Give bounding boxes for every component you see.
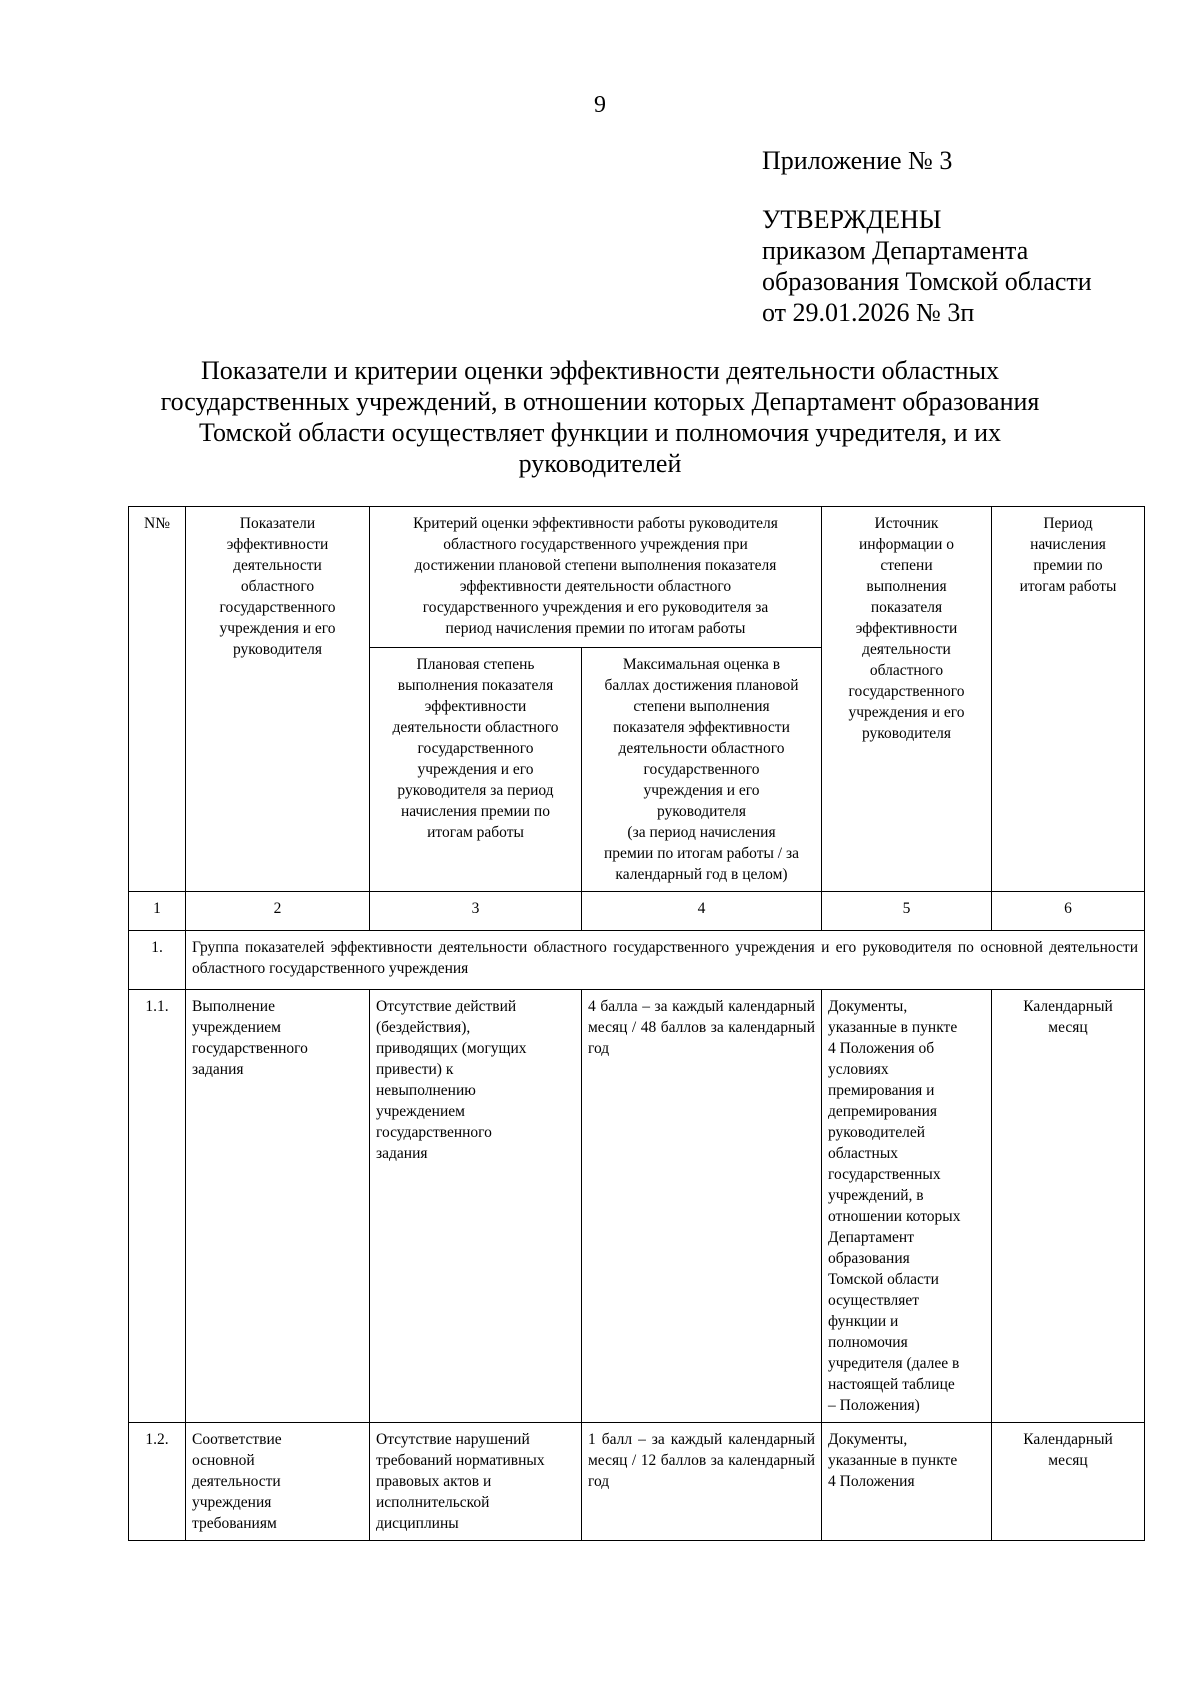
table-header-row: [129, 507, 1145, 648]
header-period: Период начисления премии по итогам работы: [992, 507, 1145, 892]
row-number: 1.1.: [129, 990, 186, 1423]
header-planned-degree: Плановая степень выполнения показателя эффективности деятельности областного государственного учреждения и его руководителя за период начисления премии по итогам работы: [370, 648, 582, 892]
indicators-table: [128, 506, 1145, 1541]
column-numbers-row: [129, 892, 1145, 931]
group-row: [129, 931, 1145, 990]
approval-stamp: УТВЕРЖДЕНЫ: [762, 205, 942, 234]
row-source: Документы, указанные в пункте 4 Положения об условиях премирования и депремирования руководителей областных государственных учреждений, в отношении которых Департамент образования Томской области осуществляет функции и полномочия учредителя (далее в настоящей таблице – Положения): [822, 990, 992, 1423]
row-indicator: Соответствие основной деятельности учреждения требованиям: [186, 1423, 370, 1541]
column-number: 5: [822, 892, 992, 931]
annex-label: Приложение № 3: [762, 146, 953, 175]
document-title: [150, 355, 1050, 479]
row-max-score: 4 балла – за каждый календарный месяц / 48 баллов за календарный год: [582, 990, 822, 1423]
title-line-3: Томской области осуществляет функции и полномочия учредителя, и их: [199, 418, 1001, 447]
header-number: N№: [129, 507, 186, 892]
row-period: Календарный месяц: [992, 1423, 1145, 1541]
group-title: Группа показателей эффективности деятельности областного государственного учреждения и его руководителя по основной деятельности областного государственного учреждения: [186, 931, 1145, 990]
column-number: 1: [129, 892, 186, 931]
header-indicators: Показатели эффективности деятельности областного государственного учреждения и его руководителя: [186, 507, 370, 892]
table-row: [129, 1423, 1145, 1541]
title-line-4: руководителей: [518, 449, 682, 478]
row-max-score: 1 балл – за каждый календарный месяц / 12 баллов за календарный год: [582, 1423, 822, 1541]
approval-line-3: от 29.01.2026 № 3п: [762, 298, 975, 327]
header-source: Источник информации о степени выполнения показателя эффективности деятельности областного государственного учреждения и его руководителя: [822, 507, 992, 892]
group-number: 1.: [129, 931, 186, 990]
column-number: 3: [370, 892, 582, 931]
row-period: Календарный месяц: [992, 990, 1145, 1423]
column-number: 2: [186, 892, 370, 931]
table-row: [129, 990, 1145, 1423]
approval-line-2: образования Томской области: [762, 267, 1092, 296]
row-planned-degree: Отсутствие действий (бездействия), приводящих (могущих привести) к невыполнению учреждением государственного задания: [370, 990, 582, 1423]
row-indicator: Выполнение учреждением государственного задания: [186, 990, 370, 1423]
header-max-score: Максимальная оценка в баллах достижения плановой степени выполнения показателя эффективности деятельности областного государственного учреждения и его руководителя (за период начисления премии по итогам работы / за календарный год в целом): [582, 648, 822, 892]
title-line-2: государственных учреждений, в отношении которых Департамент образования: [160, 387, 1040, 416]
row-planned-degree: Отсутствие нарушений требований нормативных правовых актов и исполнительской дисциплины: [370, 1423, 582, 1541]
row-number: 1.2.: [129, 1423, 186, 1541]
title-line-1: Показатели и критерии оценки эффективности деятельности областных: [200, 356, 1000, 385]
column-number: 4: [582, 892, 822, 931]
approval-block: [762, 204, 1092, 328]
page-number: 9: [594, 92, 606, 118]
column-number: 6: [992, 892, 1145, 931]
header-criterion: Критерий оценки эффективности работы руководителя областного государственного учреждения при достижении плановой степени выполнения показателя эффективности деятельности областного государственного учреждения и его руководителя за период начисления премии по итогам работы: [370, 507, 822, 648]
row-source: Документы, указанные в пункте 4 Положения: [822, 1423, 992, 1541]
approval-line-1: приказом Департамента: [762, 236, 1029, 265]
